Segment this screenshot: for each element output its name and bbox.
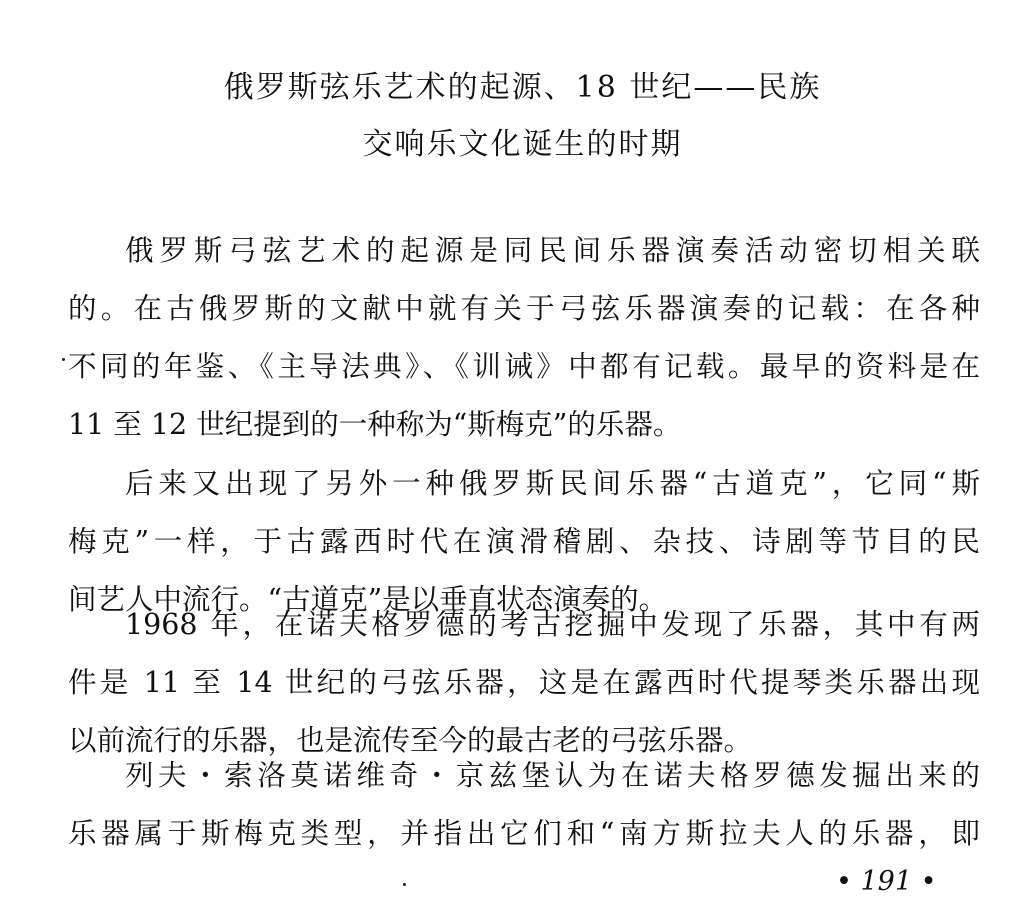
paragraph-1-line-2: 的。在古俄罗斯的文献中就有关于弓弦乐器演奏的记载：在各种 xyxy=(68,292,980,325)
paragraph-3-line-3: 以前流行的乐器，也是流传至今的最古老的弓弦乐器。 xyxy=(68,724,753,757)
scan-speck xyxy=(403,883,406,886)
paragraph-1-line-4: 11 至 12 世纪提到的一种称为“斯梅克”的乐器。 xyxy=(68,408,682,441)
paragraph-3-line-1: 1968 年，在诺夫格罗德的考古挖掘中发现了乐器，其中有两 xyxy=(125,608,980,641)
paragraph-4-line-1: 列夫・索洛莫诺维奇・京兹堡认为在诺夫格罗德发掘出来的 xyxy=(125,759,980,792)
paragraph-1 xyxy=(68,222,980,454)
paragraph-1-line-1: 俄罗斯弓弦艺术的起源是同民间乐器演奏活动密切相关联 xyxy=(125,234,980,267)
paragraph-3 xyxy=(68,596,980,770)
paragraph-4 xyxy=(68,747,980,863)
chapter-title-line-2: 交响乐文化诞生的时期 xyxy=(362,127,683,162)
chapter-title-line-1: 俄罗斯弦乐艺术的起源、18 世纪——民族 xyxy=(223,70,822,105)
page-number: • 191 • xyxy=(836,866,937,897)
paragraph-3-line-2: 件是 11 至 14 世纪的弓弦乐器，这是在露西时代提琴类乐器出现 xyxy=(68,666,980,699)
paragraph-2-line-1: 后来又出现了另外一种俄罗斯民间乐器“古道克”，它同“斯 xyxy=(125,467,980,500)
paragraph-4-line-2: 乐器属于斯梅克类型，并指出它们和“南方斯拉夫人的乐器，即 xyxy=(68,817,980,850)
paragraph-2-line-2: 梅克”一样，于古露西时代在演滑稽剧、杂技、诗剧等节目的民 xyxy=(68,525,980,558)
paragraph-2-line-3: 间艺人中流行。“古道克”是以垂直状态演奏的。 xyxy=(68,583,668,616)
scan-speck xyxy=(62,358,65,361)
paragraph-1-line-3: 不同的年鉴、《主导法典》、《训诫》中都有记载。最早的资料是在 xyxy=(68,350,980,383)
